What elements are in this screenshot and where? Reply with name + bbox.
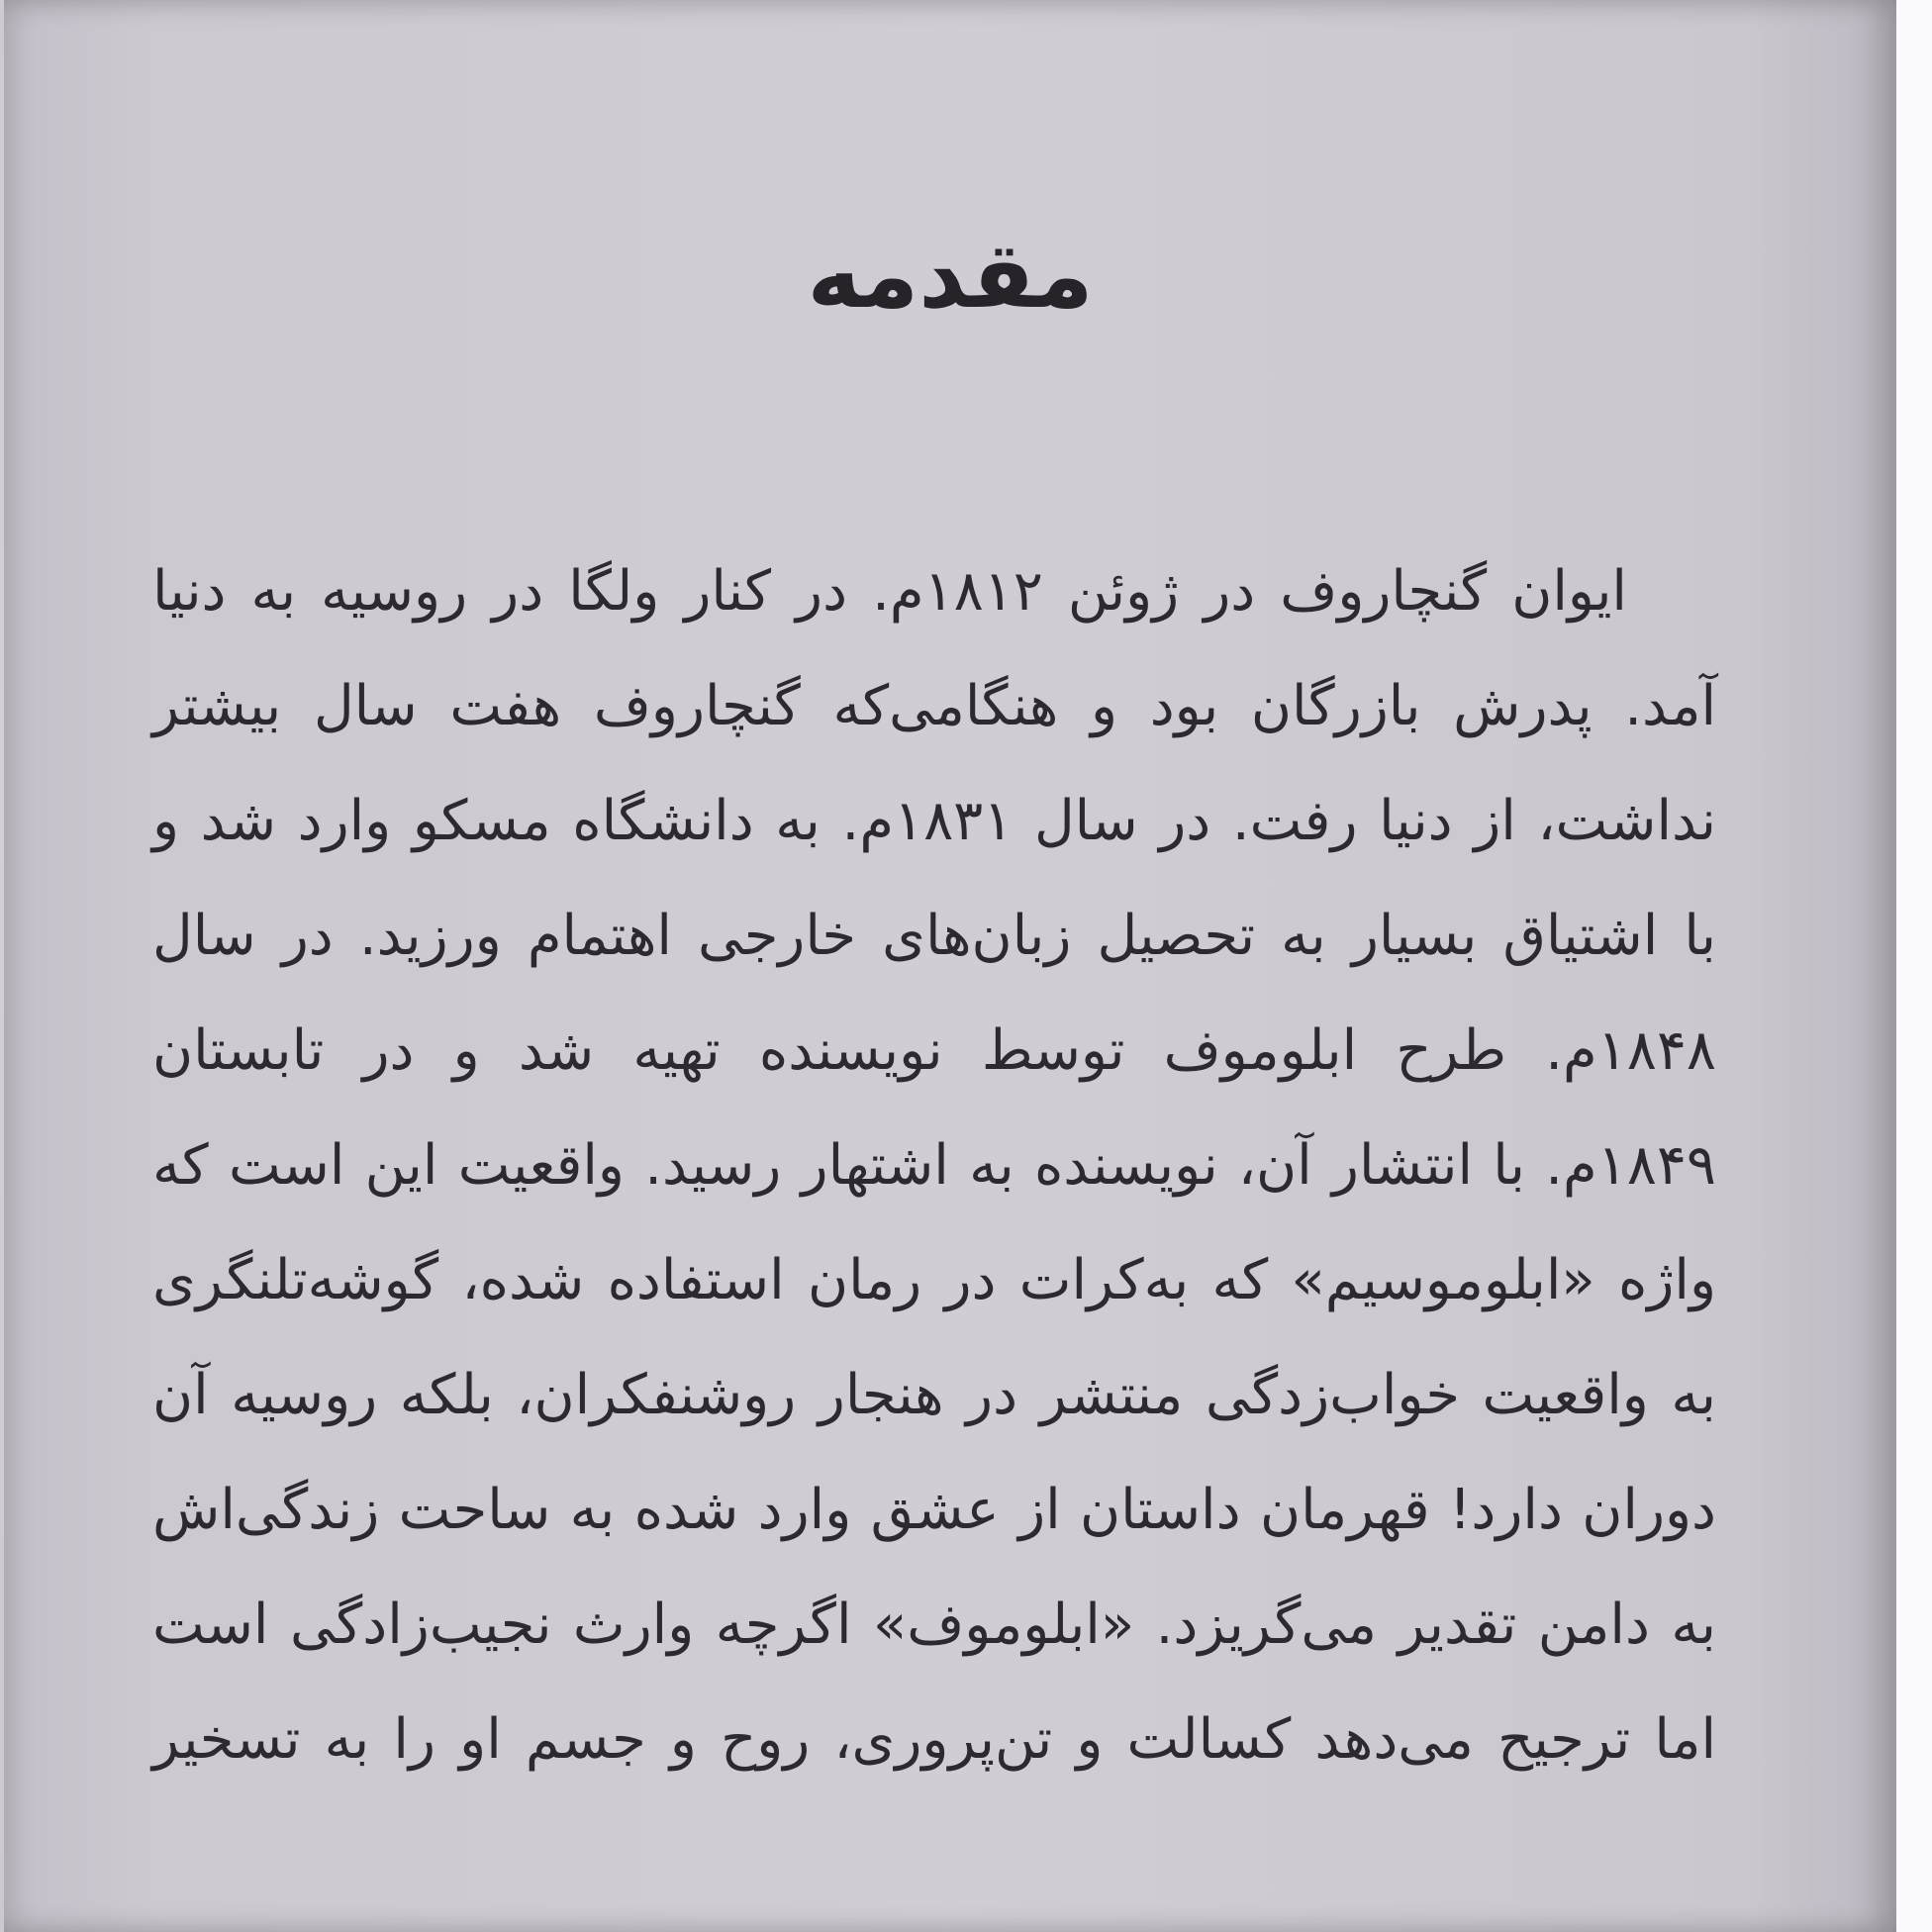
text-line: ۱۸۴۹م. با انتشار آن، نویسنده به اشتهار رسید. واقعیت این است که: [152, 1133, 1716, 1198]
book-page: [4, 0, 1896, 1932]
page-title: مقدمه: [807, 223, 1094, 329]
page-edge-background: [1896, 0, 1932, 1932]
text-line: با اشتیاق بسیار به تحصیل زبان‌های خارجی اهتمام ورزید. در سال: [152, 904, 1716, 968]
text-line: ۱۸۴۸م. طرح ابلوموف توسط نویسنده تهیه شد و در تابستان: [152, 1018, 1716, 1083]
text-line: به دامن تقدیر می‌گریزد. «ابلوموف» اگرچه وارث نجیب‌زادگی است: [152, 1593, 1716, 1657]
text-line: واژه «ابلوموسیم» که به‌کرات در رمان استفاده شده، گوشه‌تلنگری: [152, 1248, 1716, 1312]
text-line: دوران دارد! قهرمان داستان از عشق وارد شده به ساحت زندگی‌اش: [152, 1478, 1716, 1542]
text-line: نداشت، از دنیا رفت. در سال ۱۸۳۱م. به دانشگاه مسکو وارد شد و: [152, 789, 1716, 853]
text-line: به واقعیت خواب‌زدگی منتشر در هنجار روشنفکران، بلکه روسیه آن: [152, 1363, 1716, 1427]
text-line: آمد. پدرش بازرگان بود و هنگامی‌که گنچاروف هفت سال بیشتر: [152, 674, 1716, 738]
body-text: [152, 534, 1716, 1797]
text-line: ایوان گنچاروف در ژوئن ۱۸۱۲م. در کنار ولگا در روسیه به دنیا: [152, 559, 1627, 624]
text-line: اما ترجیح می‌دهد کسالت و تن‌پروری، روح و جسم او را به تسخیر: [152, 1707, 1716, 1772]
